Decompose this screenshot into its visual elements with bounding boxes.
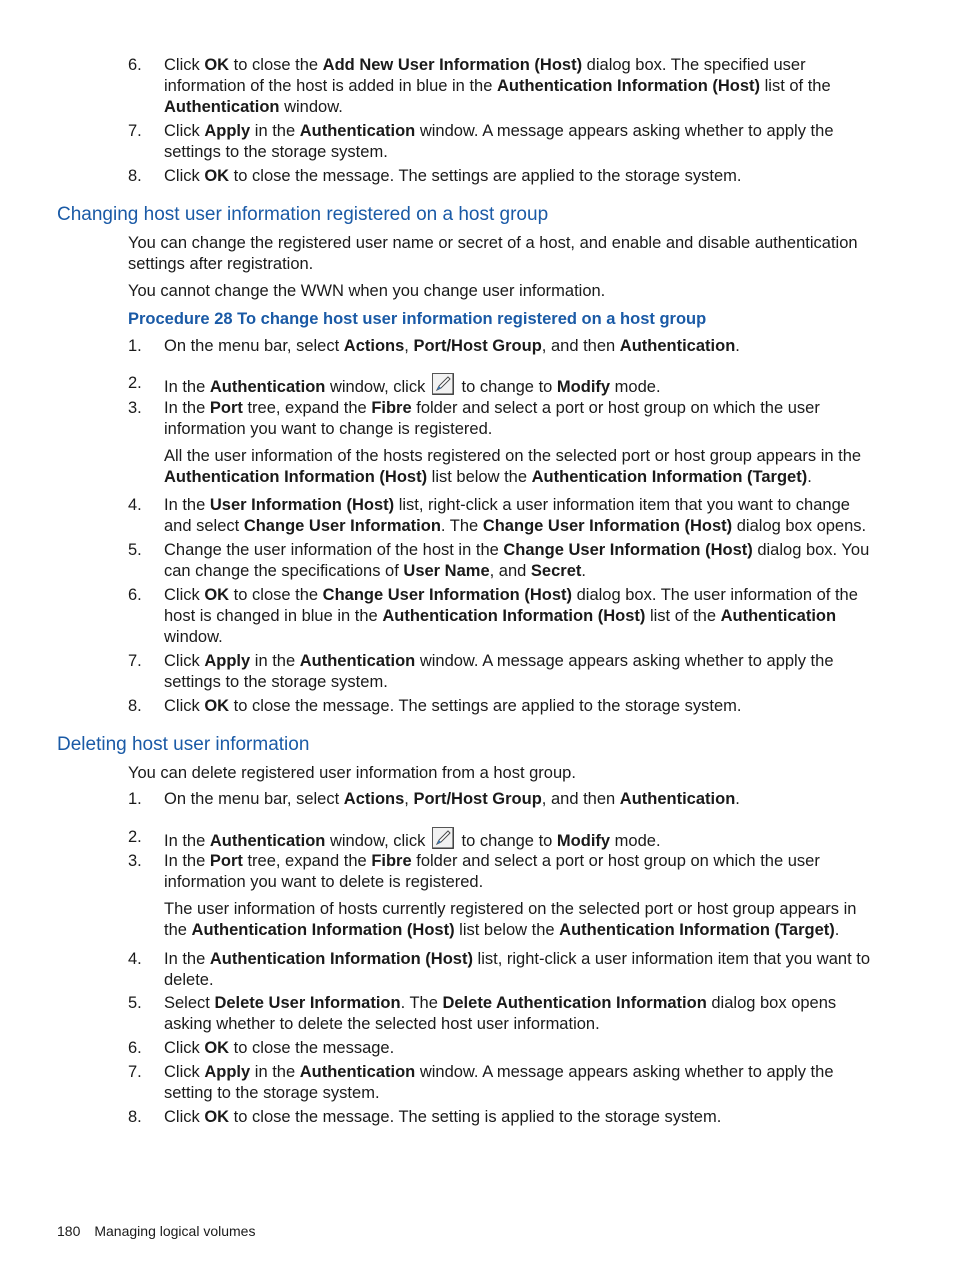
- step-number: 6.: [128, 56, 142, 74]
- step-number: 4.: [128, 950, 142, 968]
- chapter-title: Managing logical volumes: [94, 1223, 256, 1239]
- step-number: 8.: [128, 167, 142, 185]
- step-text: Click OK to close the Change User Information (Host) dialog box. The user information of the host is changed in blue in the Authentication Information (Host) list of the Authentication window.: [164, 586, 858, 646]
- modify-pencil-icon: [432, 373, 454, 395]
- step-text: In the Port tree, expand the Fibre folder and select a port or host group on which the user information you want to delete is registered.: [164, 852, 820, 891]
- step-number: 6.: [128, 1039, 142, 1057]
- step-text: On the menu bar, select Actions, Port/Host Group, and then Authentication.: [164, 790, 740, 808]
- step-text: In the Authentication window, click to change to Modify mode.: [164, 373, 874, 398]
- step-number: 7.: [128, 1063, 142, 1081]
- step-text: Click OK to close the Add New User Information (Host) dialog box. The specified user information of the host is added in blue in the Authentication Information (Host) list of the Authentication window.: [164, 56, 831, 116]
- note-paragraph: You cannot change the WWN when you change user information.: [128, 282, 606, 300]
- step-number: 5.: [128, 994, 142, 1012]
- step-text: In the User Information (Host) list, right-click a user information item that you want to change and select Change User Information. The Change User Information (Host) dialog box opens.: [164, 496, 867, 535]
- step-text: Click Apply in the Authentication window. A message appears asking whether to apply the setting to the storage system.: [164, 1063, 834, 1102]
- procedure-title: Procedure 28 To change host user information registered on a host group: [128, 310, 707, 328]
- page-footer: [57, 1222, 255, 1240]
- step-note: The user information of hosts currently registered on the selected port or host group appears in the Authentication Information (Host) list below the Authentication Information (Target).: [164, 900, 857, 939]
- step-text: Click OK to close the message.: [164, 1039, 395, 1057]
- page-number: 180: [57, 1223, 81, 1239]
- section-heading-change: Changing host user information registered on a host group: [57, 204, 549, 225]
- step-text: In the Authentication window, click to change to Modify mode.: [164, 827, 874, 852]
- step-number: 2.: [128, 828, 142, 846]
- step-number: 5.: [128, 541, 142, 559]
- step-text: Click OK to close the message. The settings are applied to the storage system.: [164, 167, 742, 185]
- intro-paragraph: You can change the registered user name or secret of a host, and enable and disable authentication settings after registration.: [128, 234, 858, 273]
- step-number: 4.: [128, 496, 142, 514]
- modify-pencil-icon: [432, 827, 454, 849]
- intro-paragraph: You can delete registered user information from a host group.: [128, 764, 576, 782]
- step-text: On the menu bar, select Actions, Port/Host Group, and then Authentication.: [164, 337, 740, 355]
- step-number: 7.: [128, 652, 142, 670]
- step-text: Click Apply in the Authentication window. A message appears asking whether to apply the settings to the storage system.: [164, 652, 834, 691]
- step-text: Click OK to close the message. The settings are applied to the storage system.: [164, 697, 742, 715]
- step-number: 8.: [128, 1108, 142, 1126]
- step-text: Click Apply in the Authentication window. A message appears asking whether to apply the settings to the storage system.: [164, 122, 834, 161]
- step-number: 2.: [128, 374, 142, 392]
- step-number: 3.: [128, 399, 142, 417]
- step-text: Click OK to close the message. The setting is applied to the storage system.: [164, 1108, 722, 1126]
- step-number: 6.: [128, 586, 142, 604]
- step-text: In the Port tree, expand the Fibre folder and select a port or host group on which the user information you want to change is registered.: [164, 399, 820, 438]
- step-text: Select Delete User Information. The Delete Authentication Information dialog box opens asking whether to delete the selected host user information.: [164, 994, 837, 1033]
- step-text: In the Authentication Information (Host) list, right-click a user information item that you want to delete.: [164, 950, 871, 989]
- step-number: 3.: [128, 852, 142, 870]
- step-note: All the user information of the hosts registered on the selected port or host group appears in the Authentication Information (Host) list below the Authentication Information (Target).: [164, 447, 862, 486]
- step-number: 1.: [128, 790, 142, 808]
- section-heading-delete: Deleting host user information: [57, 734, 310, 755]
- step-text: Change the user information of the host in the Change User Information (Host) dialog box. You can change the specifications of User Name, and Secret.: [164, 541, 870, 580]
- step-number: 8.: [128, 697, 142, 715]
- step-number: 7.: [128, 122, 142, 140]
- step-number: 1.: [128, 337, 142, 355]
